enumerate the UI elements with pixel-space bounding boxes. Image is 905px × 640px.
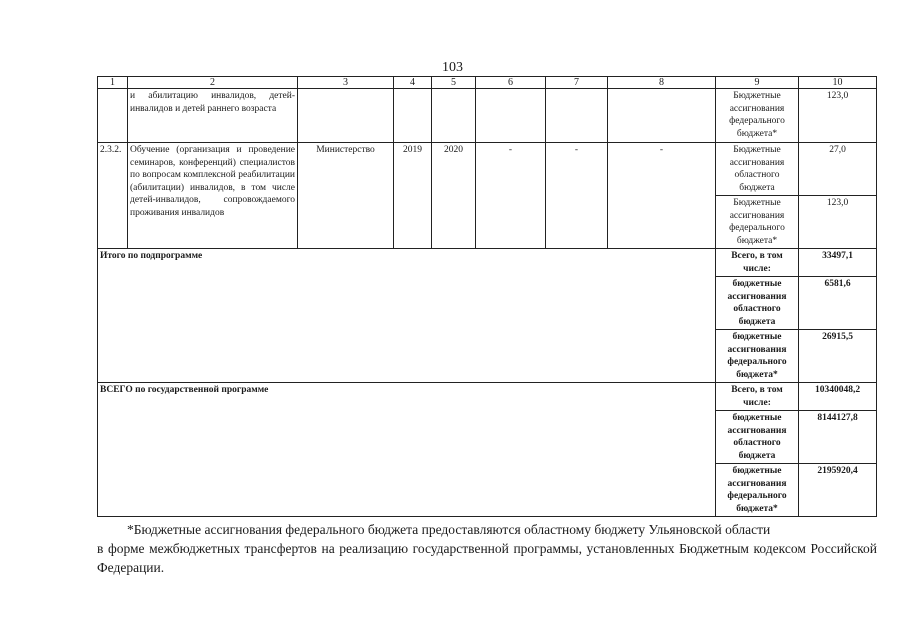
funding-source: бюджетные ассигнования областного бюджета (716, 277, 799, 330)
page-number: 103 (442, 60, 463, 75)
funding-amount: 2195920,4 (799, 464, 877, 517)
activity-description: Обучение (организация и проведение семинаров, конференций) специалистов по вопросам комплексной реабилитации (абилитации) инвалидов, в том числе детей-инвалидов, сопровождаемого проживания инвалидов (128, 143, 298, 249)
indicator-cell: - (476, 143, 546, 249)
activity-description: и абилитацию инвалидов, детей-инвалидов и детей раннего возраста (128, 89, 298, 143)
funding-source: бюджетные ассигнования федерального бюджета* (716, 464, 799, 517)
cell-empty (476, 89, 546, 143)
col-header-3: 3 (298, 77, 394, 89)
col-header-8: 8 (608, 77, 716, 89)
indicator-cell: - (546, 143, 608, 249)
funding-source: Всего, в том числе: (716, 383, 799, 411)
cell-empty (98, 89, 128, 143)
funding-source: Бюджетные ассигнования федерального бюджета* (716, 89, 799, 143)
subprogram-total-row (98, 249, 877, 277)
col-header-10: 10 (799, 77, 877, 89)
cell-empty (546, 89, 608, 143)
col-header-9: 9 (716, 77, 799, 89)
col-header-5: 5 (432, 77, 476, 89)
program-total-row (98, 383, 877, 411)
cell-empty (608, 89, 716, 143)
executor: Министерство (298, 143, 394, 249)
funding-amount: 10340048,2 (799, 383, 877, 411)
col-header-4: 4 (394, 77, 432, 89)
footnote (97, 520, 877, 577)
footnote-line-2: в форме межбюджетных трансфертов на реализацию государственной программы, установленных Бюджетным кодексом Российской Федерации. (97, 541, 877, 575)
col-header-2: 2 (128, 77, 298, 89)
funding-amount: 33497,1 (799, 249, 877, 277)
funding-amount: 8144127,8 (799, 411, 877, 464)
funding-source: Всего, в том числе: (716, 249, 799, 277)
indicator-cell: - (608, 143, 716, 249)
funding-source: бюджетные ассигнования областного бюджета (716, 411, 799, 464)
funding-amount: 6581,6 (799, 277, 877, 330)
footnote-line-1: *Бюджетные ассигнования федерального бюджета предоставляются областному бюджету Ульяновской области (127, 522, 771, 537)
col-header-1: 1 (98, 77, 128, 89)
year-start: 2019 (394, 143, 432, 249)
funding-source: Бюджетные ассигнования областного бюджета (716, 143, 799, 196)
cell-empty (432, 89, 476, 143)
year-end: 2020 (432, 143, 476, 249)
col-header-6: 6 (476, 77, 546, 89)
subprogram-total-label: Итого по подпрограмме (98, 249, 716, 383)
funding-amount: 26915,5 (799, 330, 877, 383)
table-row-continuation (98, 89, 877, 143)
budget-table (97, 76, 877, 517)
table-row-2-3-2 (98, 143, 877, 196)
program-total-label: ВСЕГО по государственной программе (98, 383, 716, 517)
funding-amount: 27,0 (799, 143, 877, 196)
funding-source: бюджетные ассигнования федерального бюджета* (716, 330, 799, 383)
item-number: 2.3.2. (98, 143, 128, 249)
funding-amount: 123,0 (799, 196, 877, 249)
col-header-7: 7 (546, 77, 608, 89)
cell-empty (394, 89, 432, 143)
funding-source: Бюджетные ассигнования федерального бюджета* (716, 196, 799, 249)
cell-empty (298, 89, 394, 143)
funding-amount: 123,0 (799, 89, 877, 143)
column-number-row (98, 77, 877, 89)
